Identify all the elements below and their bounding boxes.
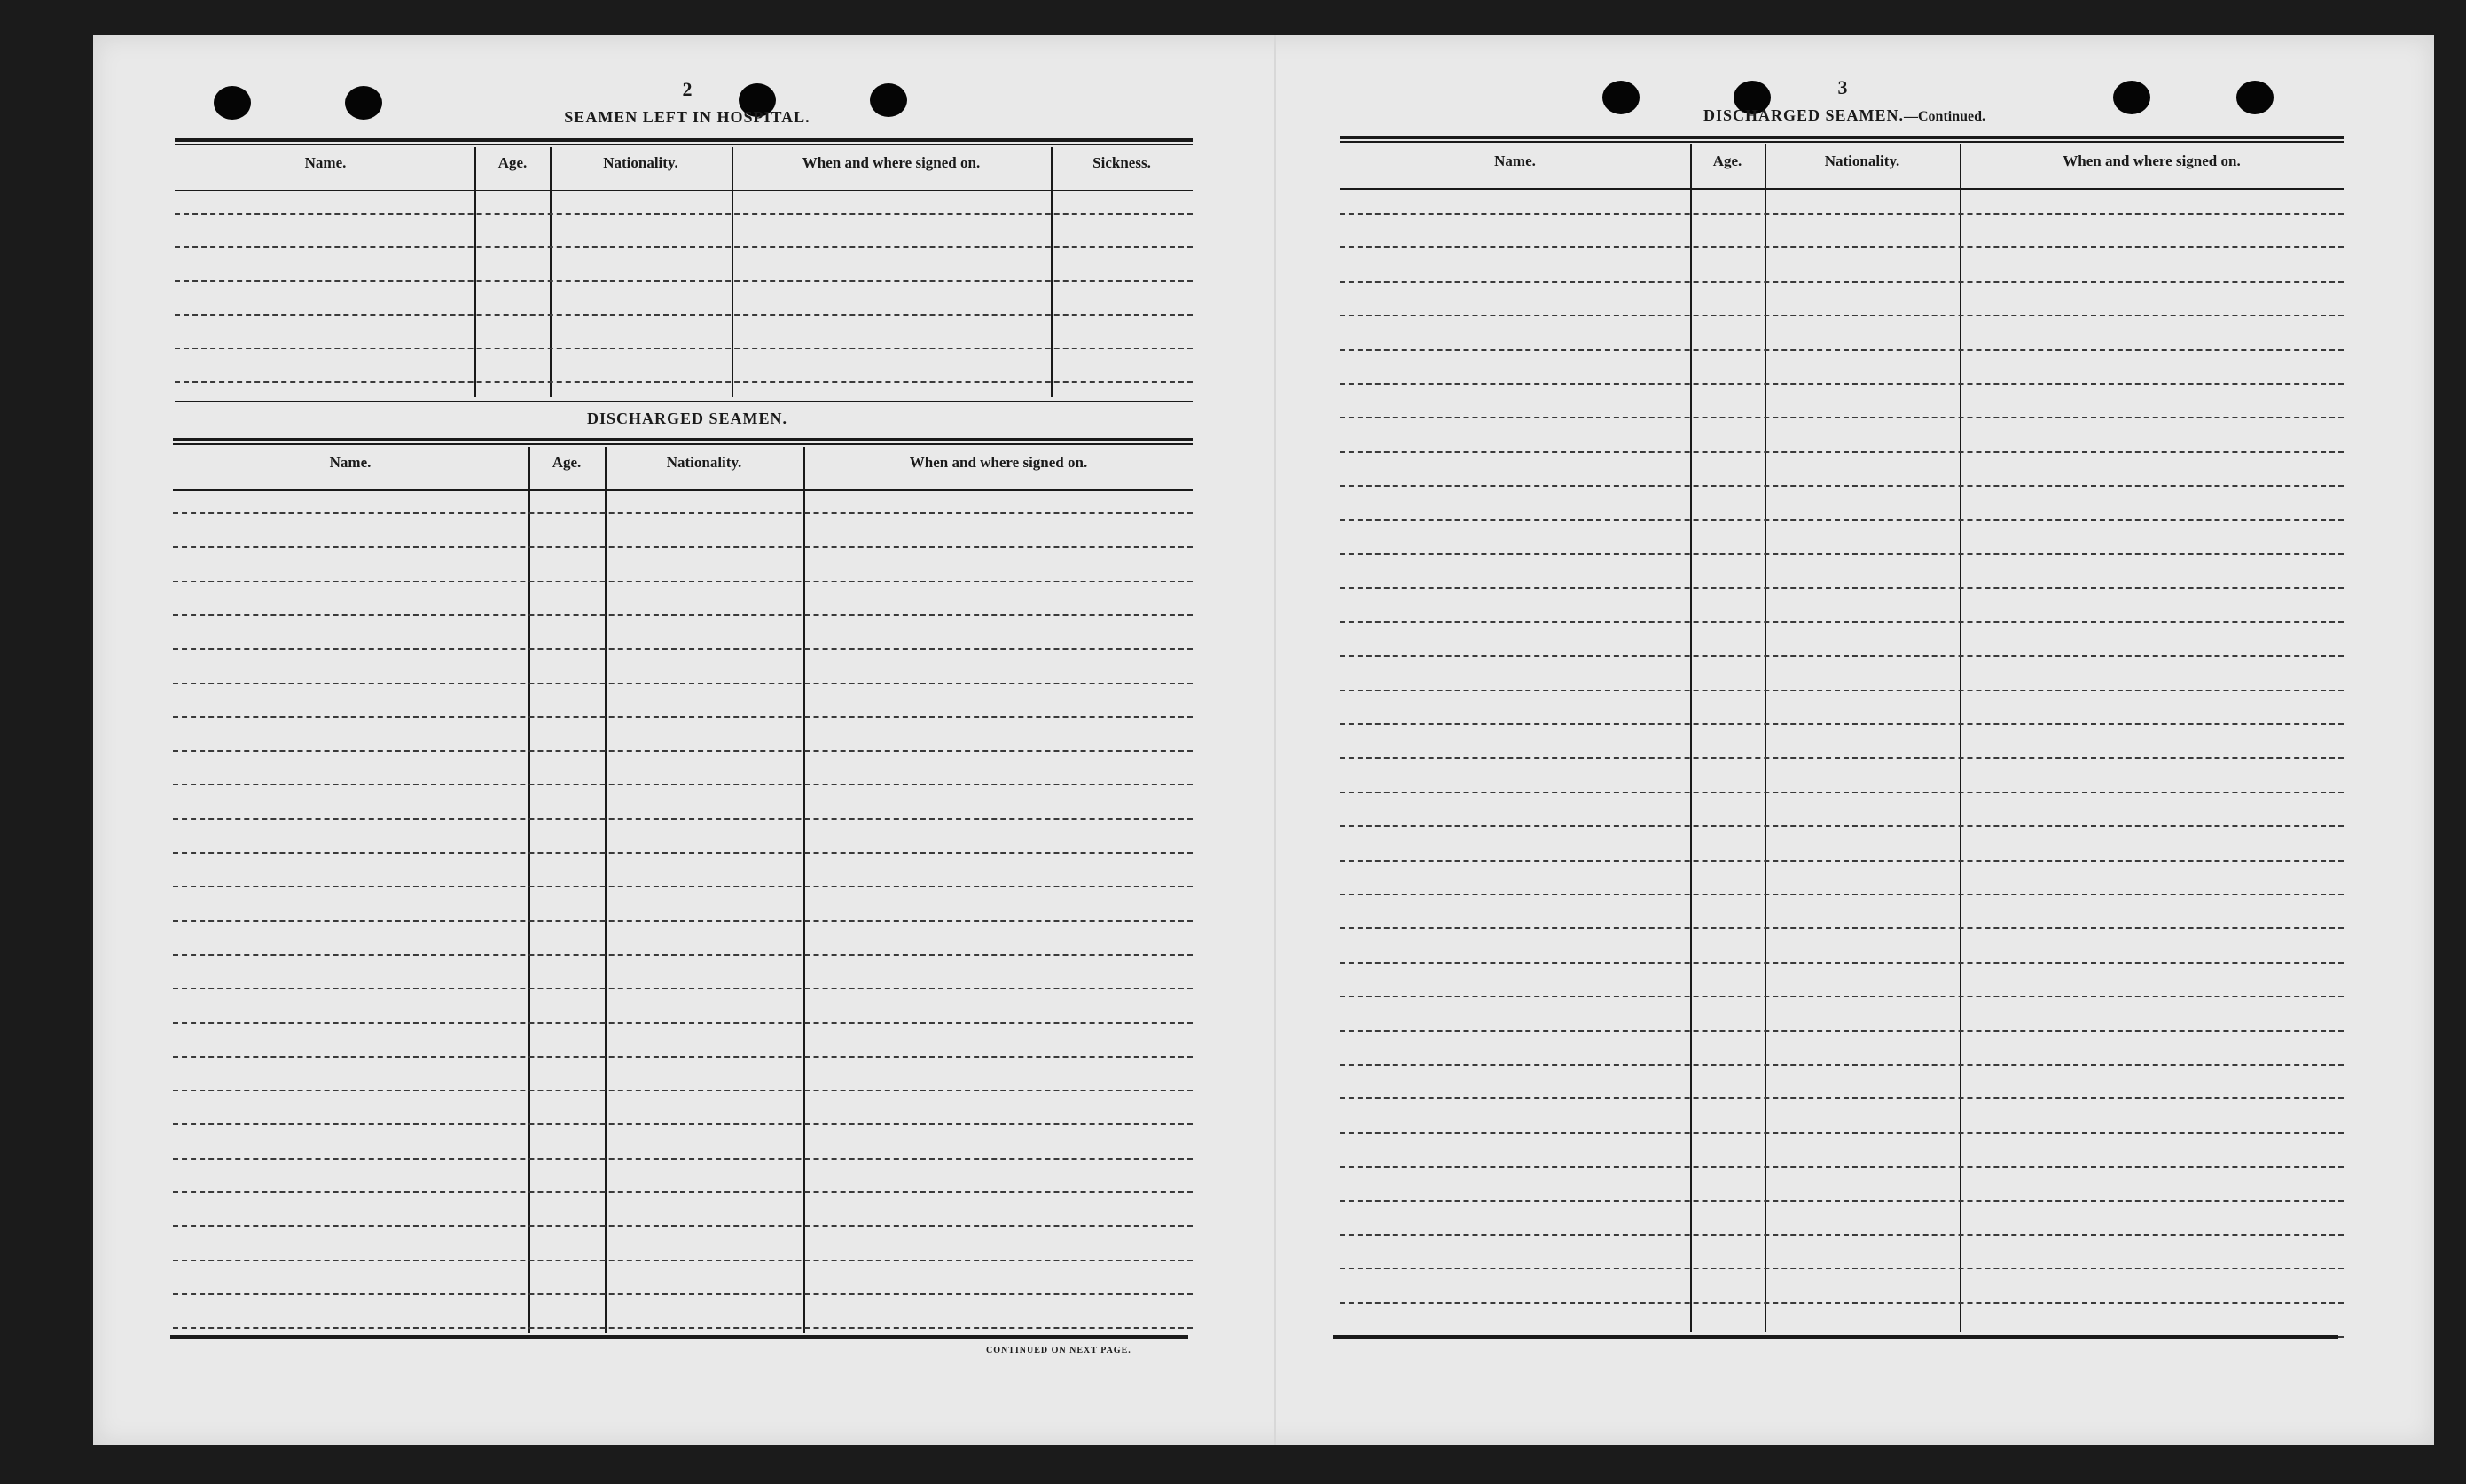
punch-hole (2236, 81, 2274, 114)
table-row (173, 954, 1193, 956)
table-row (1340, 825, 2344, 827)
page-number: 3 (1837, 76, 1848, 98)
hospital-rows (175, 190, 1193, 397)
table-row (1340, 1268, 2344, 1269)
table-row (173, 1225, 1193, 1227)
table-row (1340, 1234, 2344, 1236)
discharged-continued-rows (1340, 188, 2344, 1332)
table-row (175, 280, 1193, 282)
rule (173, 438, 1193, 441)
table-row (1340, 349, 2344, 351)
table-row (1340, 655, 2344, 657)
table-row (173, 818, 1193, 820)
table-row (173, 920, 1193, 922)
table-row (175, 381, 1193, 383)
table-row (1340, 485, 2344, 487)
table-row (173, 1123, 1193, 1125)
table-row (175, 348, 1193, 349)
table-row (173, 1191, 1193, 1193)
col-header-age: Age. (497, 154, 528, 171)
table-row (1340, 757, 2344, 759)
table-row (173, 886, 1193, 887)
col-header-age: Age. (552, 454, 582, 471)
continued-footer: CONTINUED ON NEXT PAGE. (986, 1346, 1131, 1355)
rule (1340, 136, 2344, 139)
col-header-nationality: Nationality. (1824, 152, 1900, 169)
punch-hole (2113, 81, 2150, 114)
table-row (1340, 1132, 2344, 1134)
table-row (1340, 1064, 2344, 1066)
discharged-section-title: DISCHARGED SEAMEN. (586, 410, 788, 427)
rule (170, 1335, 1188, 1339)
title-main: DISCHARGED SEAMEN. (1703, 106, 1904, 124)
col-header-nationality: Nationality. (603, 154, 678, 171)
col-header-signed-on: When and where signed on. (2063, 152, 2241, 169)
col-header-nationality: Nationality. (666, 454, 742, 471)
punch-hole (1602, 81, 1640, 114)
table-row (1340, 690, 2344, 691)
table-row (1340, 451, 2344, 453)
page-fold (1274, 35, 1276, 1445)
table-row (175, 314, 1193, 316)
table-row (1340, 792, 2344, 793)
table-row (1340, 1302, 2344, 1304)
table-row (173, 546, 1193, 548)
col-header-age: Age. (1712, 152, 1742, 169)
table-row (173, 1293, 1193, 1295)
table-row (1340, 519, 2344, 521)
table-row (1340, 417, 2344, 418)
rule (175, 401, 1193, 402)
table-row (1340, 281, 2344, 283)
table-row (1340, 1097, 2344, 1099)
table-row (175, 246, 1193, 248)
punch-hole (214, 86, 251, 120)
col-header-name: Name. (1494, 152, 1536, 169)
table-row (1340, 621, 2344, 623)
table-row (173, 1056, 1193, 1058)
hospital-section-title: SEAMEN LEFT IN HOSPITAL. (564, 108, 810, 126)
table-row (173, 1158, 1193, 1160)
rule (175, 138, 1193, 142)
table-row (1340, 383, 2344, 385)
table-row (173, 784, 1193, 785)
table-row (173, 512, 1193, 514)
table-row (173, 750, 1193, 752)
discharged-continued-title (1640, 106, 2048, 125)
table-row (173, 852, 1193, 854)
table-row (1340, 213, 2344, 215)
rule (1340, 141, 2344, 143)
rule (1333, 1335, 2338, 1339)
punch-hole (870, 83, 907, 117)
title-continued: —Continued. (1904, 109, 1986, 124)
col-header-name: Name. (304, 154, 347, 171)
rule (175, 144, 1193, 145)
table-row (1340, 587, 2344, 589)
table-row (1340, 1030, 2344, 1032)
col-header-signed-on: When and where signed on. (802, 154, 981, 171)
rule (173, 443, 1193, 445)
table-row (173, 988, 1193, 989)
table-row (173, 648, 1193, 650)
table-row (1340, 962, 2344, 964)
table-row (1340, 1166, 2344, 1168)
table-row (1340, 996, 2344, 997)
table-row (173, 683, 1193, 684)
table-row (173, 581, 1193, 582)
table-row (173, 1260, 1193, 1261)
table-row (1340, 553, 2344, 555)
table-row (173, 614, 1193, 616)
table-row (175, 213, 1193, 215)
table-row (173, 1327, 1193, 1329)
table-row (1340, 246, 2344, 248)
table-row (173, 716, 1193, 718)
col-header-sickness: Sickness. (1092, 154, 1151, 171)
discharged-rows (173, 489, 1193, 1332)
punch-hole (345, 86, 382, 120)
table-row (1340, 1200, 2344, 1202)
table-row (173, 1090, 1193, 1091)
col-header-signed-on: When and where signed on. (909, 454, 1088, 471)
col-header-name: Name. (329, 454, 372, 471)
table-row (1340, 723, 2344, 725)
table-row (173, 1022, 1193, 1024)
page-number: 2 (682, 78, 693, 100)
table-row (1340, 894, 2344, 895)
table-row (1340, 315, 2344, 316)
table-row (1340, 927, 2344, 929)
table-row (1340, 860, 2344, 862)
